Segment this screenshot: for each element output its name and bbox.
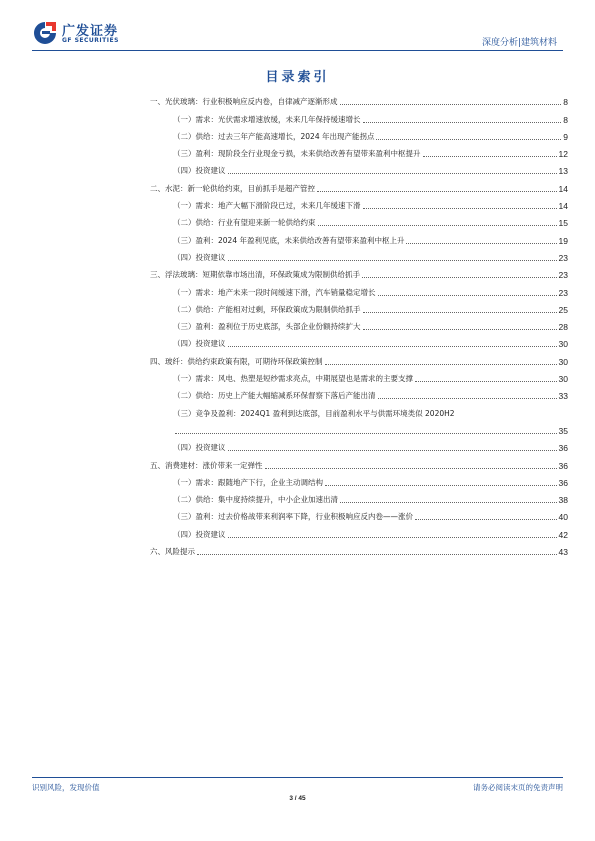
toc-subsection-entry[interactable] (150, 298, 568, 315)
toc-section-entry[interactable] (150, 349, 568, 366)
report-category: 深度分析|建筑材料 (481, 38, 557, 48)
footer-disclaimer: 请务必阅读末页的免责声明 (473, 783, 563, 792)
toc-entry-label: （二）供给：产能相对过剩，环保政策成为限制供给抓手 (173, 304, 361, 314)
toc-dot-leader (318, 224, 557, 226)
toc-page-number: 14 (558, 183, 568, 194)
page-header (0, 0, 595, 56)
toc-page-number: 14 (558, 201, 568, 212)
toc-dot-leader (363, 207, 557, 209)
toc-section-entry[interactable] (150, 176, 568, 193)
toc-subsection-entry[interactable] (150, 194, 568, 211)
toc-entry-label: （二）供给：集中度持续提升，中小企业加速出清 (173, 495, 338, 505)
header-divider (32, 50, 563, 51)
toc-entry-label: （一）需求：地产大幅下滑阶段已过，未来几年缓速下滑 (173, 201, 361, 211)
toc-page-number: 28 (558, 322, 568, 333)
toc-subsection-entry[interactable] (150, 401, 568, 418)
toc-entry-label: （四）投资建议 (173, 339, 226, 349)
toc-dot-leader (378, 397, 557, 399)
toc-section-entry[interactable] (150, 540, 568, 557)
toc-page-number: 12 (558, 149, 568, 160)
toc-dot-leader (406, 242, 556, 244)
toc-page-number: 40 (558, 512, 568, 523)
toc-dot-leader (265, 467, 557, 469)
toc-dot-leader (363, 121, 562, 123)
toc-entry-label: 五、消费建材：涨价带来一定弹性 (150, 460, 263, 470)
toc-section-entry[interactable] (150, 453, 568, 470)
page-title: 目录索引 (265, 70, 330, 85)
toc-page-number: 35 (558, 425, 568, 436)
toc-subsection-entry[interactable] (150, 436, 568, 453)
toc-page-number: 25 (558, 304, 568, 315)
toc-dot-leader (362, 276, 557, 278)
toc-dot-leader (376, 138, 561, 140)
toc-subsection-entry[interactable] (150, 384, 568, 401)
toc-page-number: 23 (558, 270, 568, 281)
toc-entry-label: （一）需求：光伏需求增速放缓，未来几年保持缓速增长 (173, 114, 361, 124)
toc-page-number: 30 (558, 356, 568, 367)
toc-dot-leader (317, 190, 557, 192)
toc-entry-label: （一）需求：地产未来一段时间缓速下滑，汽车销量稳定增长 (173, 287, 376, 297)
toc-dot-leader (415, 518, 557, 520)
toc-entry-label: （二）供给：行业有望迎来新一轮供给约束 (173, 218, 316, 228)
toc-dot-leader (228, 449, 557, 451)
toc-page-number: 42 (558, 529, 568, 540)
toc-subsection-entry[interactable] (150, 228, 568, 245)
toc-dot-leader (228, 172, 557, 174)
toc-dot-leader (325, 363, 557, 365)
toc-page-number: 8 (563, 114, 568, 125)
toc-entry-label: 一、光伏玻璃：行业积极响应反内卷，自律减产逐渐形成 (150, 97, 338, 107)
toc-entry-label: （三）盈利：现阶段全行业现金亏损，未来供给改善有望带来盈利中枢提升 (173, 149, 421, 159)
toc-subsection-entry[interactable] (150, 280, 568, 297)
toc-entry-label: （一）需求：跟随地产下行，企业主动调结构 (173, 477, 323, 487)
toc-entry-label: （二）供给：历史上产能大幅缩减系环保督察下落后产能出清 (173, 391, 376, 401)
logo-text-cn: 广发证券 (62, 24, 119, 39)
toc-dot-leader (228, 259, 557, 261)
toc-subsection-entry[interactable] (150, 367, 568, 384)
toc-dot-leader (228, 345, 557, 347)
toc-subsection-entry[interactable] (150, 107, 568, 124)
toc-entry-label: （二）供给：过去三年产能高速增长，2024 年出现产能拐点 (173, 131, 375, 141)
toc-page-number: 36 (558, 460, 568, 471)
toc-subsection-entry[interactable] (150, 522, 568, 539)
toc-entry-label: （一）需求：风电、热塑是短纱需求亮点，中期展望也是需求的主要支撑 (173, 374, 413, 384)
toc-entry-label: （四）投资建议 (173, 252, 226, 262)
toc-subsection-entry[interactable] (150, 142, 568, 159)
toc-page-number: 30 (558, 374, 568, 385)
logo-text-en: GF SECURITIES (62, 37, 119, 44)
toc-section-entry[interactable] (150, 263, 568, 280)
toc-entry-label: （三）盈利：2024 年盈利见底，未来供给改善有望带来盈利中枢上升 (173, 235, 405, 245)
toc-dot-leader (175, 432, 557, 434)
toc-page-number: 36 (558, 443, 568, 454)
toc-entry-label: 六、风险提示 (150, 547, 195, 557)
toc-subsection-entry[interactable] (150, 246, 568, 263)
page-number: 3 / 45 (289, 795, 306, 802)
toc-dot-leader (340, 501, 557, 503)
toc-subsection-entry[interactable] (150, 488, 568, 505)
gf-logo-icon (32, 20, 58, 46)
toc-entry-label: 二、水泥：新一轮供给约束，目前抓手是超产管控 (150, 183, 315, 193)
toc-entry-label: （四）投资建议 (173, 166, 226, 176)
toc-dot-leader (363, 328, 557, 330)
toc-section-entry[interactable] (150, 90, 568, 107)
toc-page-number: 15 (558, 218, 568, 229)
toc-subsection-entry[interactable] (150, 471, 568, 488)
toc-subsection-entry[interactable] (150, 419, 568, 436)
toc-page-number: 38 (558, 495, 568, 506)
toc-subsection-entry[interactable] (150, 505, 568, 522)
toc-subsection-entry[interactable] (150, 332, 568, 349)
toc-page-number: 36 (558, 477, 568, 488)
toc-entry-label: 四、玻纤：供给约束政策有限，可期待环保政策控制 (150, 356, 323, 366)
toc-entry-label: （三）盈利：盈利位于历史底部，头部企业份额持续扩大 (173, 322, 361, 332)
toc-dot-leader (415, 380, 557, 382)
toc-page-number: 33 (558, 391, 568, 402)
toc-page-number: 9 (563, 131, 568, 142)
toc-entry-label: （三）竞争及盈利：2024Q1 盈利到达底部，目前盈利水平与供需环境类似 2020H2 (173, 408, 455, 418)
toc-subsection-entry[interactable] (150, 315, 568, 332)
toc-dot-leader (325, 484, 557, 486)
brand-logo (32, 20, 132, 48)
table-of-contents (150, 90, 568, 557)
toc-page-number: 19 (558, 235, 568, 246)
toc-entry-label: （三）盈利：过去价格战带来利润率下降，行业积极响应反内卷——涨价 (173, 512, 413, 522)
toc-dot-leader (340, 103, 562, 105)
toc-page-number: 30 (558, 339, 568, 350)
toc-entry-label: （四）投资建议 (173, 529, 226, 539)
toc-subsection-entry[interactable] (150, 211, 568, 228)
toc-dot-leader (197, 553, 557, 555)
toc-dot-leader (228, 536, 557, 538)
toc-subsection-entry[interactable] (150, 125, 568, 142)
toc-entry-label: （四）投资建议 (173, 443, 226, 453)
toc-page-number: 13 (558, 166, 568, 177)
toc-entry-label: 三、浮法玻璃：短期依靠市场出清，环保政策成为限制供给抓手 (150, 270, 360, 280)
toc-page-number: 8 (563, 97, 568, 108)
toc-dot-leader (363, 311, 557, 313)
footer-slogan: 识别风险，发现价值 (32, 783, 100, 792)
toc-page-number: 23 (558, 252, 568, 263)
toc-dot-leader (423, 155, 557, 157)
toc-page-number: 23 (558, 287, 568, 298)
toc-page-number: 43 (558, 547, 568, 558)
toc-subsection-entry[interactable] (150, 159, 568, 176)
footer-divider (32, 777, 563, 778)
toc-dot-leader (378, 294, 557, 296)
